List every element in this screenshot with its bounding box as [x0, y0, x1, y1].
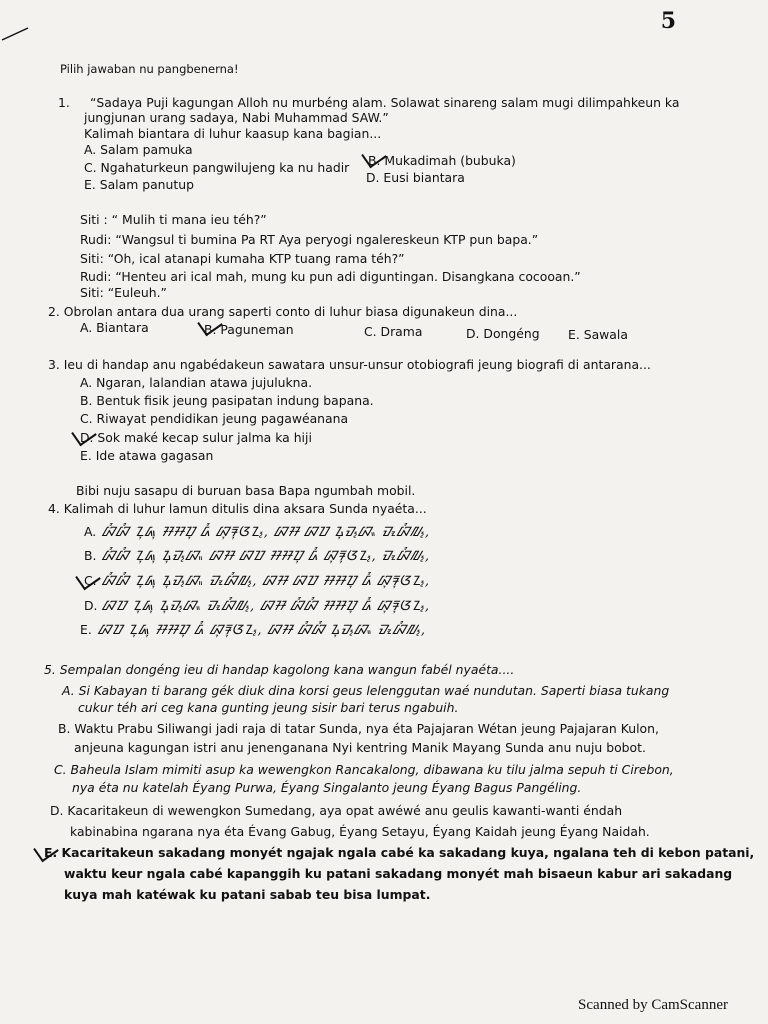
q5-option-e-line3: kuya mah katéwak ku patani sabab teu bisa lumpat. — [64, 887, 431, 902]
q4-option-b-label: B. — [84, 548, 97, 563]
q3-option-c: C. Riwayat pendidikan jeung pagawéanana — [80, 411, 349, 426]
q5-option-c-line1: C. Baheula Islam mimiti asup ka wewengkon Rancakalong, dibawana ku tilu jalma sepuh ti Cirebon, — [54, 762, 674, 777]
q5-option-a-line2: cukur téh ari ceg kana gunting jeung sisir bari terus ngabuih. — [78, 700, 459, 715]
dialog-line-3: Siti: “Oh, ical atanapi kumaha KTP tuang rama téh?” — [80, 251, 405, 266]
q3-option-d: D. Sok maké kecap sulur jalma ka hiji — [80, 430, 312, 445]
q5-option-d-line2: kabinabina ngarana nya éta Évang Gabug, Éyang Setayu, Éyang Kaidah jeung Éyang Naidah. — [70, 824, 650, 839]
q4-option-e-script: ᮘᮕ ᮔᮥᮏᮥ ᮞᮞᮕᮥ ᮓᮤ ᮘᮥᮛᮥᮃᮔ᮪, ᮘᮞ ᮘᮤᮘᮤ ᮍᮥᮙ᮪ᮘᮂ ᮙᮧᮘᮤᮜ᮪, — [98, 623, 427, 638]
q1-question: Kalimah biantara di luhur kaasup kana bagian... — [84, 126, 382, 141]
q5-option-b-line2: anjeuna kagungan istri anu jenenganana Nyi kentring Manik Mayang Sunda anu nuju bobot. — [74, 740, 646, 755]
q3-option-e: E. Ide atawa gagasan — [80, 448, 214, 463]
q4-question: 4. Kalimah di luhur lamun ditulis dina aksara Sunda nyaéta... — [48, 501, 427, 516]
q4-option-d-label: D. — [84, 598, 98, 613]
q3-question: 3. Ieu di handap anu ngabédakeun sawatara unsur-unsur otobiografi jeung biografi di antarana... — [48, 357, 651, 372]
q2-option-e: E. Sawala — [568, 327, 628, 342]
q1-option-c: C. Ngahaturkeun pangwilujeng ka nu hadir — [84, 160, 350, 175]
q3-option-b: B. Bentuk fisik jeung pasipatan indung bapana. — [80, 393, 374, 408]
q3-option-a: A. Ngaran, lalandian atawa jujulukna. — [80, 375, 313, 390]
q5-option-c-line2: nya éta nu katelah Éyang Purwa, Éyang Singalanto jeung Éyang Bagus Pangéling. — [72, 780, 582, 795]
q4-option-b-script: ᮘᮤᮘᮤ ᮔᮥᮏᮥ ᮍᮥᮙ᮪ᮘᮂ ᮘᮞ ᮘᮕ ᮞᮞᮕᮥ ᮓᮤ ᮘᮥᮛᮥᮃᮔ᮪, ᮙᮧᮘᮤᮜ᮪, — [102, 549, 431, 564]
q5-option-e-line1: E. Kacaritakeun sakadang monyét ngajak ngala cabé ka sakadang kuya, ngalana teh di kebon patani, — [44, 845, 755, 860]
q4-option-a-label: A. — [84, 524, 97, 539]
dialog-line-5: Siti: “Euleuh.” — [80, 285, 167, 300]
q2-option-d: D. Dongéng — [466, 326, 540, 341]
pen-stroke-icon — [0, 14, 40, 44]
q4-sentence: Bibi nuju sasapu di buruan basa Bapa ngumbah mobil. — [76, 483, 416, 498]
q2-option-b: B. Paguneman — [204, 322, 294, 337]
scanner-watermark: Scanned by CamScanner — [578, 997, 728, 1013]
q1-option-e: E. Salam panutup — [84, 177, 194, 192]
q1-option-a: A. Salam pamuka — [84, 142, 193, 157]
q4-option-e-label: E. — [80, 622, 92, 637]
q1-quote-line1: “Sadaya Puji kagungan Alloh nu murbéng alam. Solawat sinareng salam mugi dilimpahkeun ka — [90, 95, 680, 110]
q5-option-e-line2: waktu keur ngala cabé kapanggih ku patani sakadang monyét mah bisaeun kabur ari sakadang — [64, 866, 733, 881]
q5-option-d-line1: D. Kacaritakeun di wewengkon Sumedang, aya opat awéwé anu geulis kawanti-wanti éndah — [50, 803, 623, 818]
q2-question: 2. Obrolan antara dua urang saperti conto di luhur biasa digunakeun dina... — [48, 304, 518, 319]
answer-check-icon — [75, 566, 101, 591]
page-number-mark: 5 — [660, 8, 676, 34]
q1-quote-line2: jungjunan urang sadaya, Nabi Muhammad SAW.” — [84, 110, 389, 125]
q4-option-d-script: ᮘᮕ ᮔᮥᮏᮥ ᮍᮥᮙ᮪ᮘᮂ ᮙᮧᮘᮤᮜ᮪, ᮘᮞ ᮘᮤᮘᮤ ᮞᮞᮕᮥ ᮓᮤ ᮘᮥᮛᮥᮃᮔ᮪, — [102, 599, 431, 614]
dialog-line-1: Siti : “ Mulih ti mana ieu téh?” — [80, 212, 267, 227]
q1-option-d: D. Eusi biantara — [366, 170, 465, 185]
q5-option-b-line1: B. Waktu Prabu Siliwangi jadi raja di tatar Sunda, nya éta Pajajaran Wétan jeung Pajajaran Kulon, — [58, 721, 659, 736]
q4-option-c-script: ᮘᮤᮘᮤ ᮔᮥᮏᮥ ᮍᮥᮙ᮪ᮘᮂ ᮙᮧᮘᮤᮜ᮪, ᮘᮞ ᮘᮕ ᮞᮞᮕᮥ ᮓᮤ ᮘᮥᮛᮥᮃᮔ᮪, — [102, 574, 431, 589]
dialog-line-2: Rudi: “Wangsul ti bumina Pa RT Aya peryogi ngalereskeun KTP pun bapa.” — [80, 232, 539, 247]
q5-question: 5. Sempalan dongéng ieu di handap kagolong kana wangun fabél nyaéta.... — [44, 662, 515, 677]
dialog-line-4: Rudi: “Henteu ari ical mah, mung ku pun adi diguntingan. Disangkana cocooan.” — [80, 269, 581, 284]
q1-number: 1. — [58, 95, 70, 110]
q5-option-a-line1: A. Si Kabayan ti barang gék diuk dina korsi geus lelenggutan waé nundutan. Saperti biasa tukang — [62, 683, 670, 698]
q4-option-a-script: ᮘᮤᮘᮤ ᮔᮥᮏᮥ ᮞᮞᮕᮥ ᮓᮤ ᮘᮥᮛᮥᮃᮔ᮪, ᮘᮞ ᮘᮕ ᮍᮥᮙ᮪ᮘᮂ ᮙᮧᮘᮤᮜ᮪, — [102, 525, 431, 540]
q2-option-c: C. Drama — [364, 324, 423, 339]
q1-option-b: B. Mukadimah (bubuka) — [368, 153, 516, 168]
q4-option-c-label: C. — [84, 573, 97, 588]
instruction: Pilih jawaban nu pangbenerna! — [60, 62, 239, 76]
q2-option-a: A. Biantara — [80, 320, 149, 335]
